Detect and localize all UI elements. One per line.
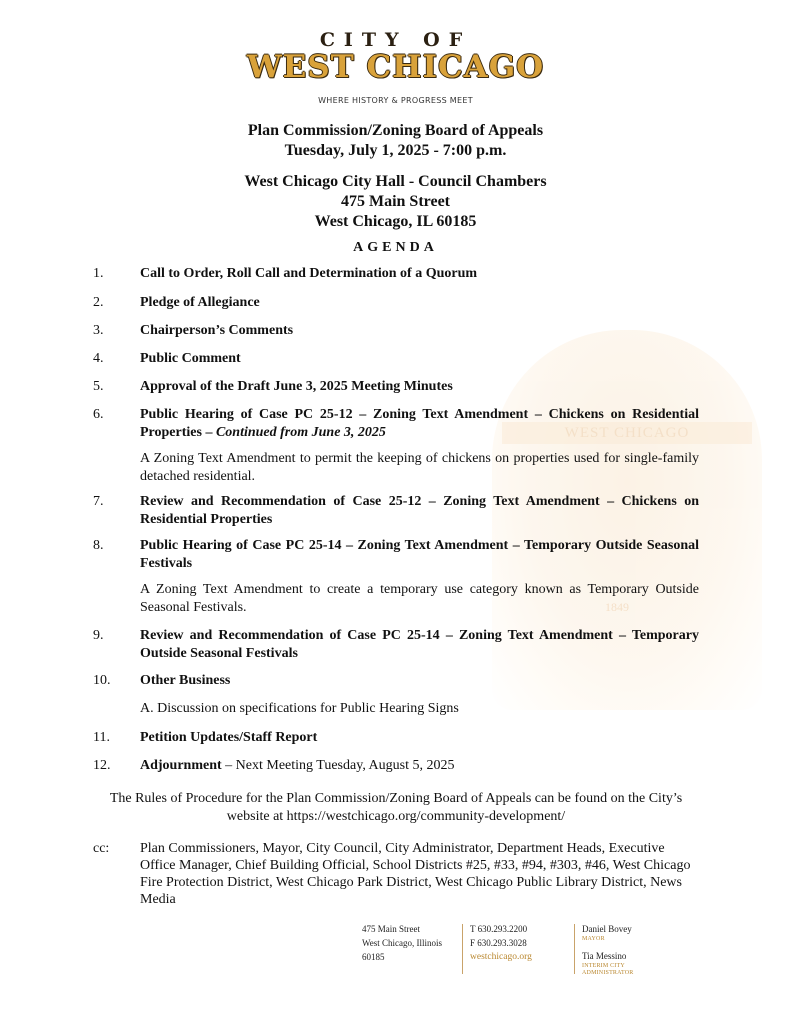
footer-divider: [574, 924, 575, 974]
logo-tagline: WHERE HISTORY & PROGRESS MEET: [318, 96, 473, 105]
item-description: A. Discussion on specifications for Public Hearing Signs: [140, 701, 459, 716]
agenda-item: [93, 265, 699, 283]
city-logo: [0, 30, 791, 105]
logo-city-name: WEST CHICAGO: [246, 49, 545, 85]
agenda-item: [93, 322, 699, 340]
mayor-role: MAYOR: [582, 936, 605, 942]
item-description: A Zoning Text Amendment to create a temporary use category known as Temporary Outside Seasonal Festivals.: [140, 582, 699, 615]
watermark-year: 1849: [605, 600, 629, 614]
footer-divider: [462, 924, 463, 974]
agenda-item: [93, 294, 699, 312]
item-number: 8.: [93, 538, 104, 553]
admin-role: INTERIM CITY: [582, 963, 625, 969]
item-title-note: Continued from June 3, 2025: [215, 425, 386, 440]
item-number: 7.: [93, 494, 104, 509]
venue: West Chicago City Hall - Council Chambers: [244, 173, 547, 190]
agenda-item: [93, 627, 699, 663]
item-number: 2.: [93, 295, 104, 310]
street-address: 475 Main Street: [340, 193, 450, 210]
phone: T 630.293.2200: [470, 924, 528, 934]
address-line: 475 Main Street: [362, 924, 420, 934]
website-link[interactable]: westchicago.org: [470, 952, 532, 962]
item-title-rest: – Next Meeting Tuesday, August 5, 2025: [221, 758, 455, 773]
cc-block: [93, 840, 703, 908]
address-line: 60185: [362, 952, 385, 962]
mayor-name: Daniel Bovey: [582, 924, 632, 934]
agenda-item: [93, 493, 699, 529]
footer-officials: [582, 922, 672, 977]
item-title-text: Adjournment: [140, 758, 222, 773]
footer-address: [362, 922, 462, 964]
item-number: 11.: [93, 730, 110, 745]
item-description: A Zoning Text Amendment to permit the keeping of chickens on properties used for single-family detached residential.: [140, 451, 699, 484]
item-title: Pledge of Allegiance: [140, 295, 260, 310]
address-line: West Chicago, Illinois: [362, 938, 443, 948]
agenda-heading: AGENDA: [353, 240, 438, 255]
agenda-item: [93, 757, 699, 775]
item-title: Petition Updates/Staff Report: [140, 730, 318, 745]
item-title: Chairperson’s Comments: [140, 323, 294, 338]
item-number: 4.: [93, 351, 104, 366]
agenda-item: [93, 672, 699, 718]
agenda-heading-wrap: [0, 240, 791, 256]
item-number: 9.: [93, 628, 104, 643]
item-number: 3.: [93, 323, 104, 338]
agenda-item: [93, 537, 699, 617]
admin-name: Tia Messino: [582, 951, 627, 961]
item-title: Public Comment: [140, 351, 241, 366]
cc-label: cc:: [93, 841, 110, 856]
item-title: Other Business: [140, 673, 231, 688]
agenda-item: [93, 729, 699, 747]
footer-contact: [470, 922, 570, 964]
item-number: 12.: [93, 758, 111, 773]
fax: F 630.293.3028: [470, 938, 527, 948]
item-title: Approval of the Draft June 3, 2025 Meeting Minutes: [140, 379, 453, 394]
city-address: West Chicago, IL 60185: [314, 213, 477, 230]
cc-recipients: Plan Commissioners, Mayor, City Council, City Administrator, Department Heads, Executive Office Manager, Chief Building Official, School Districts #25, #33, #94, #303, #46, West Chicago Fire Protection District, West Chicago Park District, West Chicago Public Library District, News Media: [140, 841, 691, 907]
meeting-title: Plan Commission/Zoning Board of Appeals: [247, 122, 544, 139]
item-title: Review and Recommendation of Case PC 25-14 – Zoning Text Amendment – Temporary Outside Seasonal Festivals: [140, 628, 699, 661]
item-title: Review and Recommendation of Case 25-12 – Zoning Text Amendment – Chickens on Residential Properties: [140, 494, 699, 527]
admin-role: ADMINISTRATOR: [582, 970, 634, 976]
item-number: 6.: [93, 407, 104, 422]
item-title: Call to Order, Roll Call and Determination of a Quorum: [140, 266, 478, 281]
logo-city-of: CITY OF: [319, 29, 472, 51]
item-number: 5.: [93, 379, 104, 394]
item-number: 10.: [93, 673, 111, 688]
meeting-location: [0, 172, 791, 232]
meeting-datetime: Tuesday, July 1, 2025 - 7:00 p.m.: [284, 142, 507, 159]
agenda-item: [93, 406, 699, 486]
item-title: [140, 406, 699, 442]
item-number: 1.: [93, 266, 104, 281]
agenda-item: [93, 378, 699, 396]
rules-of-procedure: The Rules of Procedure for the Plan Commission/Zoning Board of Appeals can be found on the City’s website at https://westchicago.org/community-development/: [109, 791, 683, 824]
item-title-text: Public Hearing of Case PC 25-12 – Zoning Text Amendment – Chickens on Residential Properties –: [140, 407, 699, 440]
agenda-item: [93, 350, 699, 368]
item-title: [140, 757, 699, 775]
meeting-header: [0, 121, 791, 161]
watermark-text: WEST CHICAGO: [564, 425, 690, 441]
item-title: Public Hearing of Case PC 25-14 – Zoning Text Amendment – Temporary Outside Seasonal Festivals: [140, 538, 699, 571]
